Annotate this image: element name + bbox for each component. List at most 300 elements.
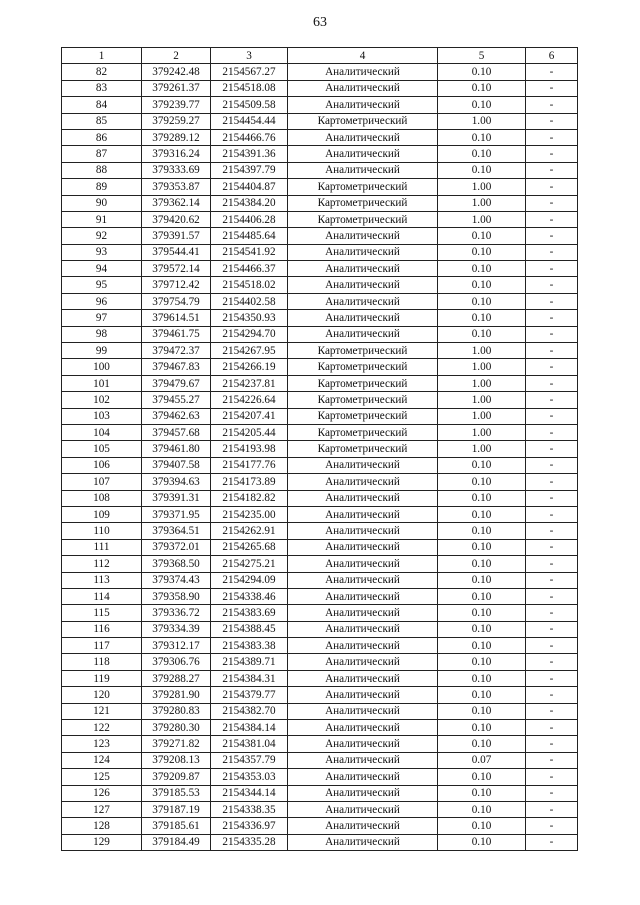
x-coordinate-cell: 379461.80 bbox=[142, 441, 211, 457]
header-row bbox=[62, 48, 578, 64]
description-cell: - bbox=[526, 408, 578, 424]
table-row bbox=[62, 588, 578, 604]
point-number-cell: 85 bbox=[62, 113, 142, 129]
x-coordinate-cell: 379455.27 bbox=[142, 392, 211, 408]
method-cell: Картометрический bbox=[288, 343, 438, 359]
point-number-cell: 91 bbox=[62, 211, 142, 227]
x-coordinate-cell: 379208.13 bbox=[142, 752, 211, 768]
method-cell: Картометрический bbox=[288, 113, 438, 129]
accuracy-cell: 0.10 bbox=[438, 670, 526, 686]
accuracy-cell: 0.10 bbox=[438, 64, 526, 80]
point-number-cell: 96 bbox=[62, 293, 142, 309]
x-coordinate-cell: 379316.24 bbox=[142, 146, 211, 162]
point-number-cell: 107 bbox=[62, 474, 142, 490]
header-cell-y-coordinate: 3 bbox=[211, 48, 288, 64]
y-coordinate-cell: 2154235.00 bbox=[211, 506, 288, 522]
accuracy-cell: 0.10 bbox=[438, 588, 526, 604]
point-number-cell: 110 bbox=[62, 523, 142, 539]
table-row bbox=[62, 211, 578, 227]
method-cell: Аналитический bbox=[288, 572, 438, 588]
accuracy-cell: 0.07 bbox=[438, 752, 526, 768]
description-cell: - bbox=[526, 523, 578, 539]
point-number-cell: 112 bbox=[62, 556, 142, 572]
accuracy-cell: 1.00 bbox=[438, 359, 526, 375]
table-row bbox=[62, 343, 578, 359]
method-cell: Аналитический bbox=[288, 310, 438, 326]
table-row bbox=[62, 621, 578, 637]
accuracy-cell: 0.10 bbox=[438, 261, 526, 277]
table-row bbox=[62, 506, 578, 522]
description-cell: - bbox=[526, 474, 578, 490]
method-cell: Аналитический bbox=[288, 64, 438, 80]
point-number-cell: 102 bbox=[62, 392, 142, 408]
accuracy-cell: 0.10 bbox=[438, 605, 526, 621]
point-number-cell: 98 bbox=[62, 326, 142, 342]
point-number-cell: 92 bbox=[62, 228, 142, 244]
description-cell: - bbox=[526, 441, 578, 457]
method-cell: Аналитический bbox=[288, 539, 438, 555]
method-cell: Аналитический bbox=[288, 621, 438, 637]
y-coordinate-cell: 2154275.21 bbox=[211, 556, 288, 572]
method-cell: Аналитический bbox=[288, 670, 438, 686]
point-number-cell: 83 bbox=[62, 80, 142, 96]
x-coordinate-cell: 379242.48 bbox=[142, 64, 211, 80]
x-coordinate-cell: 379479.67 bbox=[142, 375, 211, 391]
accuracy-cell: 0.10 bbox=[438, 834, 526, 850]
accuracy-cell: 1.00 bbox=[438, 392, 526, 408]
y-coordinate-cell: 2154567.27 bbox=[211, 64, 288, 80]
method-cell: Картометрический bbox=[288, 211, 438, 227]
table-row bbox=[62, 687, 578, 703]
table-row bbox=[62, 654, 578, 670]
x-coordinate-cell: 379754.79 bbox=[142, 293, 211, 309]
description-cell: - bbox=[526, 113, 578, 129]
accuracy-cell: 1.00 bbox=[438, 343, 526, 359]
description-cell: - bbox=[526, 818, 578, 834]
accuracy-cell: 0.10 bbox=[438, 638, 526, 654]
method-cell: Аналитический bbox=[288, 785, 438, 801]
accuracy-cell: 1.00 bbox=[438, 408, 526, 424]
description-cell: - bbox=[526, 392, 578, 408]
point-number-cell: 119 bbox=[62, 670, 142, 686]
accuracy-cell: 0.10 bbox=[438, 785, 526, 801]
description-cell: - bbox=[526, 457, 578, 473]
table-row bbox=[62, 752, 578, 768]
method-cell: Аналитический bbox=[288, 228, 438, 244]
accuracy-cell: 0.10 bbox=[438, 687, 526, 703]
x-coordinate-cell: 379472.37 bbox=[142, 343, 211, 359]
table-row bbox=[62, 359, 578, 375]
method-cell: Аналитический bbox=[288, 80, 438, 96]
point-number-cell: 123 bbox=[62, 736, 142, 752]
accuracy-cell: 0.10 bbox=[438, 293, 526, 309]
point-number-cell: 86 bbox=[62, 129, 142, 145]
table-row bbox=[62, 392, 578, 408]
x-coordinate-cell: 379353.87 bbox=[142, 179, 211, 195]
y-coordinate-cell: 2154226.64 bbox=[211, 392, 288, 408]
description-cell: - bbox=[526, 244, 578, 260]
description-cell: - bbox=[526, 703, 578, 719]
point-number-cell: 104 bbox=[62, 424, 142, 440]
accuracy-cell: 0.10 bbox=[438, 244, 526, 260]
table-row bbox=[62, 277, 578, 293]
point-number-cell: 126 bbox=[62, 785, 142, 801]
x-coordinate-cell: 379462.63 bbox=[142, 408, 211, 424]
y-coordinate-cell: 2154335.28 bbox=[211, 834, 288, 850]
point-number-cell: 105 bbox=[62, 441, 142, 457]
point-number-cell: 108 bbox=[62, 490, 142, 506]
x-coordinate-cell: 379544.41 bbox=[142, 244, 211, 260]
point-number-cell: 122 bbox=[62, 720, 142, 736]
x-coordinate-cell: 379712.42 bbox=[142, 277, 211, 293]
y-coordinate-cell: 2154397.79 bbox=[211, 162, 288, 178]
description-cell: - bbox=[526, 277, 578, 293]
table-row bbox=[62, 720, 578, 736]
description-cell: - bbox=[526, 588, 578, 604]
method-cell: Аналитический bbox=[288, 769, 438, 785]
y-coordinate-cell: 2154382.70 bbox=[211, 703, 288, 719]
accuracy-cell: 0.10 bbox=[438, 457, 526, 473]
accuracy-cell: 0.10 bbox=[438, 556, 526, 572]
method-cell: Аналитический bbox=[288, 818, 438, 834]
method-cell: Аналитический bbox=[288, 474, 438, 490]
y-coordinate-cell: 2154384.31 bbox=[211, 670, 288, 686]
y-coordinate-cell: 2154454.44 bbox=[211, 113, 288, 129]
method-cell: Картометрический bbox=[288, 441, 438, 457]
table-row bbox=[62, 326, 578, 342]
y-coordinate-cell: 2154388.45 bbox=[211, 621, 288, 637]
x-coordinate-cell: 379461.75 bbox=[142, 326, 211, 342]
description-cell: - bbox=[526, 228, 578, 244]
method-cell: Аналитический bbox=[288, 605, 438, 621]
point-number-cell: 128 bbox=[62, 818, 142, 834]
y-coordinate-cell: 2154541.92 bbox=[211, 244, 288, 260]
method-cell: Аналитический bbox=[288, 703, 438, 719]
x-coordinate-cell: 379358.90 bbox=[142, 588, 211, 604]
method-cell: Аналитический bbox=[288, 293, 438, 309]
table-body bbox=[62, 64, 578, 851]
point-number-cell: 101 bbox=[62, 375, 142, 391]
method-cell: Картометрический bbox=[288, 195, 438, 211]
accuracy-cell: 1.00 bbox=[438, 211, 526, 227]
y-coordinate-cell: 2154389.71 bbox=[211, 654, 288, 670]
method-cell: Картометрический bbox=[288, 392, 438, 408]
method-cell: Картометрический bbox=[288, 359, 438, 375]
point-number-cell: 127 bbox=[62, 801, 142, 817]
header-cell-accuracy: 5 bbox=[438, 48, 526, 64]
method-cell: Аналитический bbox=[288, 277, 438, 293]
accuracy-cell: 1.00 bbox=[438, 441, 526, 457]
description-cell: - bbox=[526, 736, 578, 752]
method-cell: Аналитический bbox=[288, 129, 438, 145]
description-cell: - bbox=[526, 621, 578, 637]
method-cell: Картометрический bbox=[288, 375, 438, 391]
table-row bbox=[62, 129, 578, 145]
method-cell: Картометрический bbox=[288, 408, 438, 424]
accuracy-cell: 0.10 bbox=[438, 490, 526, 506]
y-coordinate-cell: 2154177.76 bbox=[211, 457, 288, 473]
point-number-cell: 103 bbox=[62, 408, 142, 424]
y-coordinate-cell: 2154518.02 bbox=[211, 277, 288, 293]
y-coordinate-cell: 2154485.64 bbox=[211, 228, 288, 244]
description-cell: - bbox=[526, 720, 578, 736]
table-row bbox=[62, 408, 578, 424]
x-coordinate-cell: 379374.43 bbox=[142, 572, 211, 588]
point-number-cell: 118 bbox=[62, 654, 142, 670]
x-coordinate-cell: 379391.31 bbox=[142, 490, 211, 506]
description-cell: - bbox=[526, 572, 578, 588]
x-coordinate-cell: 379280.83 bbox=[142, 703, 211, 719]
table-row bbox=[62, 162, 578, 178]
accuracy-cell: 0.10 bbox=[438, 818, 526, 834]
table-row bbox=[62, 801, 578, 817]
accuracy-cell: 0.10 bbox=[438, 326, 526, 342]
x-coordinate-cell: 379239.77 bbox=[142, 97, 211, 113]
method-cell: Аналитический bbox=[288, 244, 438, 260]
y-coordinate-cell: 2154262.91 bbox=[211, 523, 288, 539]
accuracy-cell: 0.10 bbox=[438, 129, 526, 145]
description-cell: - bbox=[526, 129, 578, 145]
table-row bbox=[62, 97, 578, 113]
description-cell: - bbox=[526, 539, 578, 555]
description-cell: - bbox=[526, 785, 578, 801]
point-number-cell: 114 bbox=[62, 588, 142, 604]
description-cell: - bbox=[526, 80, 578, 96]
x-coordinate-cell: 379209.87 bbox=[142, 769, 211, 785]
point-number-cell: 93 bbox=[62, 244, 142, 260]
x-coordinate-cell: 379333.69 bbox=[142, 162, 211, 178]
table-row bbox=[62, 441, 578, 457]
table-row bbox=[62, 424, 578, 440]
method-cell: Аналитический bbox=[288, 687, 438, 703]
y-coordinate-cell: 2154344.14 bbox=[211, 785, 288, 801]
y-coordinate-cell: 2154294.70 bbox=[211, 326, 288, 342]
point-number-cell: 125 bbox=[62, 769, 142, 785]
y-coordinate-cell: 2154266.19 bbox=[211, 359, 288, 375]
table-row bbox=[62, 638, 578, 654]
point-number-cell: 117 bbox=[62, 638, 142, 654]
y-coordinate-cell: 2154466.76 bbox=[211, 129, 288, 145]
y-coordinate-cell: 2154350.93 bbox=[211, 310, 288, 326]
description-cell: - bbox=[526, 359, 578, 375]
method-cell: Аналитический bbox=[288, 654, 438, 670]
x-coordinate-cell: 379184.49 bbox=[142, 834, 211, 850]
accuracy-cell: 0.10 bbox=[438, 654, 526, 670]
accuracy-cell: 0.10 bbox=[438, 539, 526, 555]
method-cell: Картометрический bbox=[288, 424, 438, 440]
y-coordinate-cell: 2154357.79 bbox=[211, 752, 288, 768]
table-row bbox=[62, 457, 578, 473]
table-row bbox=[62, 490, 578, 506]
table-row bbox=[62, 523, 578, 539]
y-coordinate-cell: 2154379.77 bbox=[211, 687, 288, 703]
point-number-cell: 84 bbox=[62, 97, 142, 113]
description-cell: - bbox=[526, 293, 578, 309]
y-coordinate-cell: 2154205.44 bbox=[211, 424, 288, 440]
y-coordinate-cell: 2154402.58 bbox=[211, 293, 288, 309]
accuracy-cell: 0.10 bbox=[438, 523, 526, 539]
y-coordinate-cell: 2154353.03 bbox=[211, 769, 288, 785]
table-row bbox=[62, 310, 578, 326]
point-number-cell: 120 bbox=[62, 687, 142, 703]
method-cell: Аналитический bbox=[288, 326, 438, 342]
description-cell: - bbox=[526, 195, 578, 211]
point-number-cell: 116 bbox=[62, 621, 142, 637]
accuracy-cell: 1.00 bbox=[438, 424, 526, 440]
accuracy-cell: 0.10 bbox=[438, 801, 526, 817]
method-cell: Аналитический bbox=[288, 752, 438, 768]
description-cell: - bbox=[526, 752, 578, 768]
accuracy-cell: 0.10 bbox=[438, 146, 526, 162]
y-coordinate-cell: 2154404.87 bbox=[211, 179, 288, 195]
description-cell: - bbox=[526, 146, 578, 162]
accuracy-cell: 0.10 bbox=[438, 506, 526, 522]
accuracy-cell: 0.10 bbox=[438, 277, 526, 293]
point-number-cell: 111 bbox=[62, 539, 142, 555]
point-number-cell: 106 bbox=[62, 457, 142, 473]
method-cell: Аналитический bbox=[288, 801, 438, 817]
y-coordinate-cell: 2154193.98 bbox=[211, 441, 288, 457]
point-number-cell: 109 bbox=[62, 506, 142, 522]
y-coordinate-cell: 2154336.97 bbox=[211, 818, 288, 834]
table-row bbox=[62, 179, 578, 195]
x-coordinate-cell: 379336.72 bbox=[142, 605, 211, 621]
point-number-cell: 88 bbox=[62, 162, 142, 178]
point-number-cell: 89 bbox=[62, 179, 142, 195]
description-cell: - bbox=[526, 375, 578, 391]
table-row bbox=[62, 244, 578, 260]
x-coordinate-cell: 379372.01 bbox=[142, 539, 211, 555]
y-coordinate-cell: 2154509.58 bbox=[211, 97, 288, 113]
method-cell: Аналитический bbox=[288, 523, 438, 539]
y-coordinate-cell: 2154182.82 bbox=[211, 490, 288, 506]
table-row bbox=[62, 113, 578, 129]
accuracy-cell: 0.10 bbox=[438, 720, 526, 736]
description-cell: - bbox=[526, 343, 578, 359]
table-row bbox=[62, 670, 578, 686]
description-cell: - bbox=[526, 326, 578, 342]
description-cell: - bbox=[526, 179, 578, 195]
x-coordinate-cell: 379364.51 bbox=[142, 523, 211, 539]
x-coordinate-cell: 379271.82 bbox=[142, 736, 211, 752]
description-cell: - bbox=[526, 638, 578, 654]
table-header bbox=[62, 48, 578, 64]
x-coordinate-cell: 379187.19 bbox=[142, 801, 211, 817]
point-number-cell: 113 bbox=[62, 572, 142, 588]
y-coordinate-cell: 2154267.95 bbox=[211, 343, 288, 359]
y-coordinate-cell: 2154237.81 bbox=[211, 375, 288, 391]
x-coordinate-cell: 379614.51 bbox=[142, 310, 211, 326]
method-cell: Аналитический bbox=[288, 146, 438, 162]
x-coordinate-cell: 379185.53 bbox=[142, 785, 211, 801]
table-row bbox=[62, 293, 578, 309]
y-coordinate-cell: 2154207.41 bbox=[211, 408, 288, 424]
y-coordinate-cell: 2154391.36 bbox=[211, 146, 288, 162]
description-cell: - bbox=[526, 490, 578, 506]
x-coordinate-cell: 379368.50 bbox=[142, 556, 211, 572]
x-coordinate-cell: 379289.12 bbox=[142, 129, 211, 145]
table-row bbox=[62, 703, 578, 719]
accuracy-cell: 1.00 bbox=[438, 113, 526, 129]
table-row bbox=[62, 785, 578, 801]
table-row bbox=[62, 195, 578, 211]
description-cell: - bbox=[526, 556, 578, 572]
accuracy-cell: 0.10 bbox=[438, 736, 526, 752]
table-row bbox=[62, 769, 578, 785]
y-coordinate-cell: 2154406.28 bbox=[211, 211, 288, 227]
table-row bbox=[62, 539, 578, 555]
table-row bbox=[62, 556, 578, 572]
y-coordinate-cell: 2154381.04 bbox=[211, 736, 288, 752]
accuracy-cell: 0.10 bbox=[438, 769, 526, 785]
method-cell: Аналитический bbox=[288, 506, 438, 522]
x-coordinate-cell: 379259.27 bbox=[142, 113, 211, 129]
y-coordinate-cell: 2154338.35 bbox=[211, 801, 288, 817]
x-coordinate-cell: 379457.68 bbox=[142, 424, 211, 440]
description-cell: - bbox=[526, 506, 578, 522]
accuracy-cell: 0.10 bbox=[438, 97, 526, 113]
table-row bbox=[62, 80, 578, 96]
description-cell: - bbox=[526, 670, 578, 686]
method-cell: Аналитический bbox=[288, 261, 438, 277]
accuracy-cell: 0.10 bbox=[438, 474, 526, 490]
table-row bbox=[62, 228, 578, 244]
table-row bbox=[62, 375, 578, 391]
table-row bbox=[62, 736, 578, 752]
x-coordinate-cell: 379312.17 bbox=[142, 638, 211, 654]
accuracy-cell: 0.10 bbox=[438, 228, 526, 244]
accuracy-cell: 0.10 bbox=[438, 703, 526, 719]
table-row bbox=[62, 605, 578, 621]
description-cell: - bbox=[526, 97, 578, 113]
point-number-cell: 82 bbox=[62, 64, 142, 80]
method-cell: Аналитический bbox=[288, 97, 438, 113]
point-number-cell: 95 bbox=[62, 277, 142, 293]
method-cell: Аналитический bbox=[288, 638, 438, 654]
description-cell: - bbox=[526, 162, 578, 178]
point-number-cell: 121 bbox=[62, 703, 142, 719]
x-coordinate-cell: 379288.27 bbox=[142, 670, 211, 686]
x-coordinate-cell: 379280.30 bbox=[142, 720, 211, 736]
table-row bbox=[62, 818, 578, 834]
y-coordinate-cell: 2154338.46 bbox=[211, 588, 288, 604]
x-coordinate-cell: 379281.90 bbox=[142, 687, 211, 703]
x-coordinate-cell: 379261.37 bbox=[142, 80, 211, 96]
x-coordinate-cell: 379572.14 bbox=[142, 261, 211, 277]
coordinates-table bbox=[61, 47, 578, 851]
header-cell-x-coordinate: 2 bbox=[142, 48, 211, 64]
description-cell: - bbox=[526, 424, 578, 440]
method-cell: Аналитический bbox=[288, 162, 438, 178]
y-coordinate-cell: 2154384.14 bbox=[211, 720, 288, 736]
method-cell: Аналитический bbox=[288, 834, 438, 850]
y-coordinate-cell: 2154384.20 bbox=[211, 195, 288, 211]
method-cell: Картометрический bbox=[288, 179, 438, 195]
table-row bbox=[62, 834, 578, 850]
header-cell-description: 6 bbox=[526, 48, 578, 64]
point-number-cell: 115 bbox=[62, 605, 142, 621]
accuracy-cell: 1.00 bbox=[438, 179, 526, 195]
y-coordinate-cell: 2154294.09 bbox=[211, 572, 288, 588]
point-number-cell: 94 bbox=[62, 261, 142, 277]
method-cell: Аналитический bbox=[288, 736, 438, 752]
header-cell-method: 4 bbox=[288, 48, 438, 64]
x-coordinate-cell: 379420.62 bbox=[142, 211, 211, 227]
point-number-cell: 87 bbox=[62, 146, 142, 162]
method-cell: Аналитический bbox=[288, 556, 438, 572]
y-coordinate-cell: 2154383.69 bbox=[211, 605, 288, 621]
x-coordinate-cell: 379334.39 bbox=[142, 621, 211, 637]
